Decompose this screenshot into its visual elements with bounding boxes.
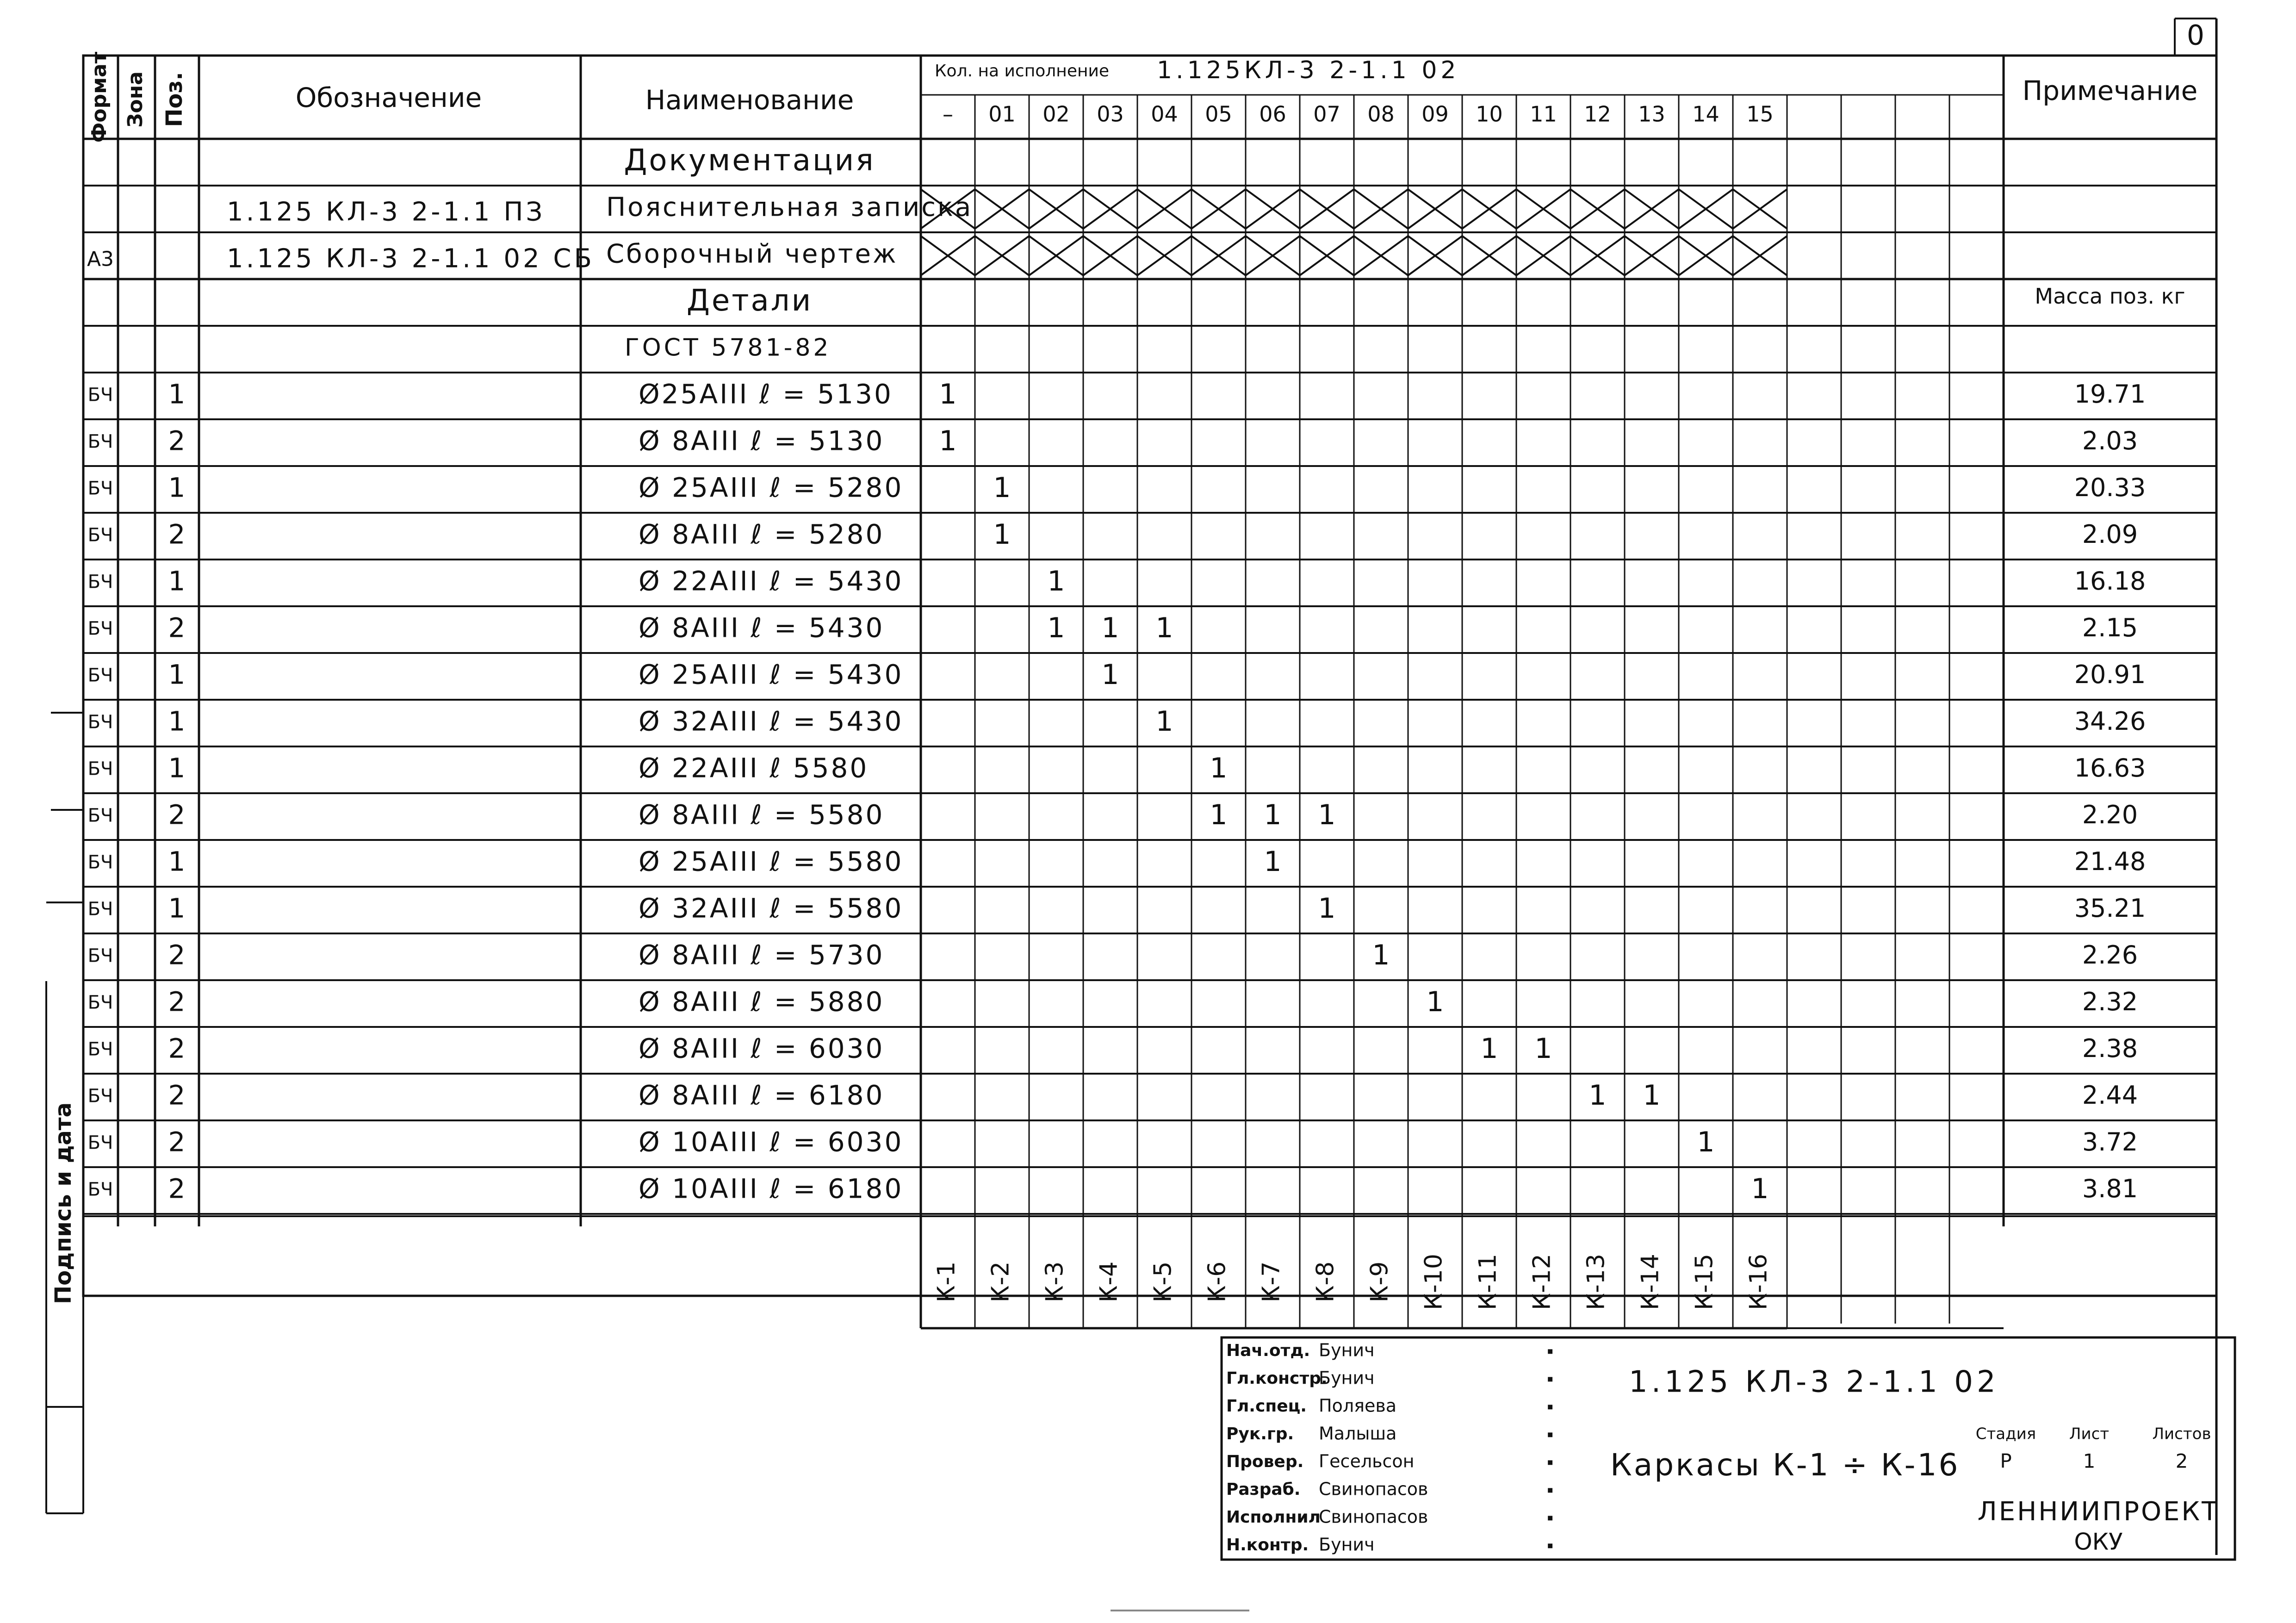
title-date-mark: ▪ <box>1547 1345 1553 1356</box>
item-format: БЧ <box>87 1179 113 1200</box>
item-name: Ø25АIII ℓ = 5130 <box>639 378 893 410</box>
doc-designation: 1.125 КЛ-3 2-1.1 02 СБ <box>227 243 595 274</box>
item-name: Ø 10АIII ℓ = 6030 <box>639 1126 904 1158</box>
item-qty: 1 <box>1318 892 1336 925</box>
item-mass: 3.72 <box>2082 1127 2138 1157</box>
item-pos: 2 <box>168 1126 186 1158</box>
item-name: Ø 8АIII ℓ = 5130 <box>639 425 885 457</box>
header-format: Формат <box>87 51 111 143</box>
item-format: БЧ <box>87 898 113 920</box>
item-mass: 2.09 <box>2082 520 2138 549</box>
item-mass: 2.32 <box>2082 987 2138 1017</box>
header-name: Наименование <box>645 84 854 116</box>
item-mass: 16.63 <box>2074 753 2146 783</box>
title-role: Исполнил <box>1226 1508 1321 1527</box>
item-name: Ø 25АIII ℓ = 5580 <box>639 846 904 877</box>
item-qty: 1 <box>1047 565 1065 598</box>
frame-label: К-15 <box>1690 1254 1719 1310</box>
doc-format: А3 <box>87 247 114 271</box>
item-mass: 16.18 <box>2074 566 2146 596</box>
title-date-mark: ▪ <box>1547 1428 1553 1440</box>
frame-label: К-9 <box>1365 1261 1394 1303</box>
variant-header: 08 <box>1367 101 1395 127</box>
sheet-value: 1 <box>2083 1449 2096 1473</box>
variant-header: 03 <box>1097 101 1124 127</box>
doc-name: Сборочный чертеж <box>606 239 898 269</box>
title-block <box>1222 1337 2235 1560</box>
item-qty: 1 <box>1101 659 1119 691</box>
table-texts <box>50 19 2204 1310</box>
item-qty: 1 <box>1264 846 1282 878</box>
title-role: Гл.констр. <box>1226 1369 1328 1388</box>
item-pos: 2 <box>168 425 186 457</box>
title-role: Н.контр. <box>1226 1536 1309 1555</box>
frame-label: К-6 <box>1203 1261 1231 1303</box>
item-pos: 1 <box>168 565 186 597</box>
item-mass: 19.71 <box>2074 379 2146 409</box>
header-zone: Зона <box>124 71 147 128</box>
title-date-mark: ▪ <box>1547 1373 1553 1384</box>
item-pos: 1 <box>168 378 186 410</box>
title-code: 1.125 КЛ-3 2-1.1 02 <box>1629 1365 1999 1399</box>
variant-header: 04 <box>1151 101 1178 127</box>
item-format: БЧ <box>87 805 113 827</box>
frame-label: К-11 <box>1474 1254 1502 1310</box>
item-qty: 1 <box>1210 799 1228 832</box>
variant-header: – <box>943 101 953 127</box>
frame-label: К-3 <box>1041 1261 1069 1303</box>
item-name: Ø 22АIII ℓ 5580 <box>639 752 869 784</box>
item-qty: 1 <box>1643 1079 1661 1112</box>
item-mass: 21.48 <box>2074 847 2146 877</box>
item-pos: 2 <box>168 612 186 644</box>
header-qty: Кол. на исполнение <box>935 62 1110 81</box>
variant-header: 14 <box>1692 101 1719 127</box>
item-name: Ø 8АIII ℓ = 5580 <box>639 799 885 831</box>
title-role: Гл.спец. <box>1226 1397 1307 1416</box>
frame-label: К-4 <box>1095 1261 1123 1303</box>
item-qty: 1 <box>1264 799 1282 832</box>
item-qty: 1 <box>1589 1079 1607 1112</box>
item-pos: 1 <box>168 659 186 690</box>
item-pos: 1 <box>168 752 186 784</box>
stage-value: Р <box>2000 1449 2012 1473</box>
item-qty: 1 <box>1751 1173 1769 1206</box>
item-qty: 1 <box>1155 705 1173 738</box>
item-format: БЧ <box>87 1085 113 1107</box>
frame-label: К-5 <box>1149 1261 1177 1303</box>
item-qty: 1 <box>939 425 957 458</box>
item-name: Ø 25АIII ℓ = 5280 <box>639 472 904 504</box>
title-date-mark: ▪ <box>1547 1539 1553 1551</box>
item-format: БЧ <box>87 384 113 406</box>
item-pos: 2 <box>168 986 186 1018</box>
variant-header: 05 <box>1205 101 1232 127</box>
title-name: Поляева <box>1319 1395 1397 1416</box>
variant-header: 07 <box>1313 101 1340 127</box>
title-role: Рук.гр. <box>1226 1424 1294 1443</box>
item-pos: 2 <box>168 1032 186 1064</box>
item-format: БЧ <box>87 1038 113 1060</box>
item-format: БЧ <box>87 852 113 873</box>
variant-header: 12 <box>1584 101 1611 127</box>
title-name: Бунич <box>1319 1340 1375 1361</box>
item-name: Ø 32АIII ℓ = 5580 <box>639 892 904 924</box>
sheets-value: 2 <box>2175 1449 2188 1473</box>
item-pos: 2 <box>168 939 186 971</box>
title-date-mark: ▪ <box>1547 1511 1553 1523</box>
variant-header: 06 <box>1259 101 1286 127</box>
item-name: Ø 8АIII ℓ = 6180 <box>639 1079 885 1111</box>
item-name: Ø 32АIII ℓ = 5430 <box>639 705 904 737</box>
variant-header: 15 <box>1746 101 1774 127</box>
item-name: Ø 8АIII ℓ = 6030 <box>639 1032 885 1064</box>
doc-designation: 1.125 КЛ-3 2-1.1 ПЗ <box>227 197 546 227</box>
item-pos: 1 <box>168 892 186 924</box>
item-format: БЧ <box>87 711 113 733</box>
item-pos: 2 <box>168 518 186 550</box>
item-qty: 1 <box>1534 1032 1552 1065</box>
item-format: БЧ <box>87 571 113 593</box>
item-qty: 1 <box>993 472 1011 504</box>
title-role: Провер. <box>1226 1452 1304 1471</box>
department: ОКУ <box>2074 1528 2123 1555</box>
item-qty: 1 <box>1372 939 1390 972</box>
item-pos: 2 <box>168 1079 186 1111</box>
frame-label: К-8 <box>1311 1261 1340 1303</box>
title-role: Нач.отд. <box>1226 1341 1310 1360</box>
item-mass: 2.26 <box>2082 940 2138 970</box>
item-mass: 3.81 <box>2082 1174 2138 1204</box>
item-format: БЧ <box>87 524 113 546</box>
title-name: Малыша <box>1319 1423 1397 1444</box>
item-qty: 1 <box>1318 799 1336 832</box>
sheets-label: Листов <box>2152 1424 2211 1443</box>
variant-header: 02 <box>1043 101 1070 127</box>
item-name: Ø 8АIII ℓ = 5730 <box>639 939 885 971</box>
frame-label: К-14 <box>1636 1254 1664 1310</box>
item-pos: 1 <box>168 705 186 737</box>
organization: ЛЕННИИПРОЕКТ <box>1977 1497 2220 1527</box>
item-qty: 1 <box>1480 1032 1498 1065</box>
title-date-mark: ▪ <box>1547 1456 1553 1468</box>
variant-header: 13 <box>1638 101 1665 127</box>
variant-header: 01 <box>988 101 1016 127</box>
item-qty: 1 <box>1155 612 1173 645</box>
item-qty: 1 <box>993 518 1011 551</box>
title-name: Бунич <box>1319 1368 1375 1388</box>
outer-border <box>83 56 2216 1296</box>
item-mass: 20.33 <box>2074 473 2146 503</box>
item-format: БЧ <box>87 618 113 640</box>
item-name: Ø 25АIII ℓ = 5430 <box>639 659 904 690</box>
header-pos: Поз. <box>161 72 187 127</box>
frame-label: К-13 <box>1582 1254 1610 1310</box>
title-date-mark: ▪ <box>1547 1400 1553 1412</box>
item-format: БЧ <box>87 478 113 499</box>
item-pos: 2 <box>168 799 186 831</box>
item-mass: 2.03 <box>2082 426 2138 456</box>
section-details: Детали <box>686 284 813 318</box>
variant-header: 11 <box>1530 101 1557 127</box>
title-name: Гесельсон <box>1319 1451 1415 1472</box>
item-qty: 1 <box>1047 612 1065 645</box>
item-mass: 35.21 <box>2074 894 2146 923</box>
frame-label: К-12 <box>1528 1254 1556 1310</box>
item-name: Ø 8АIII ℓ = 5430 <box>639 612 885 644</box>
item-name: Ø 8АIII ℓ = 5280 <box>639 518 885 550</box>
item-qty: 1 <box>1210 752 1228 785</box>
item-pos: 1 <box>168 846 186 877</box>
mass-header: Масса поз. кг <box>2035 284 2185 309</box>
item-mass: 2.44 <box>2082 1081 2138 1110</box>
title-date-mark: ▪ <box>1547 1484 1553 1495</box>
frame-label: К-1 <box>932 1261 961 1303</box>
side-stamp: Подпись и дата <box>50 1102 76 1304</box>
item-mass: 2.20 <box>2082 800 2138 830</box>
item-mass: 2.15 <box>2082 613 2138 643</box>
section-documentation: Документация <box>624 143 875 178</box>
item-mass: 20.91 <box>2074 660 2146 690</box>
header-designation: Обозначение <box>295 82 482 114</box>
item-format: БЧ <box>87 758 113 780</box>
variant-header: 09 <box>1421 101 1449 127</box>
title-name: Свинопасов <box>1319 1506 1428 1527</box>
item-qty: 1 <box>1101 612 1119 645</box>
item-name: Ø 8АIII ℓ = 5880 <box>639 986 885 1018</box>
frame-label: К-16 <box>1744 1254 1773 1310</box>
item-qty: 1 <box>1697 1126 1715 1159</box>
page-number: 0 <box>2186 19 2205 52</box>
item-qty: 1 <box>939 378 957 411</box>
item-pos: 1 <box>168 472 186 504</box>
title-name-main: Каркасы К-1 ÷ К-16 <box>1610 1447 1960 1483</box>
item-pos: 2 <box>168 1173 186 1205</box>
header-note: Примечание <box>2022 75 2198 107</box>
frame-label: К-10 <box>1420 1254 1448 1310</box>
details-standard: ГОСТ 5781-82 <box>625 334 832 362</box>
item-format: БЧ <box>87 431 113 453</box>
doc-name: Пояснительная записка <box>606 192 973 223</box>
sheet-label: Лист <box>2069 1424 2110 1443</box>
stage-label: Стадия <box>1975 1424 2036 1443</box>
item-name: Ø 10АIII ℓ = 6180 <box>639 1173 904 1205</box>
header-variant-code: 1.125КЛ-3 2-1.1 02 <box>1157 56 1460 84</box>
variant-header: 10 <box>1476 101 1503 127</box>
frame-label: К-7 <box>1257 1261 1285 1303</box>
item-mass: 2.38 <box>2082 1034 2138 1063</box>
frame-label: К-2 <box>987 1261 1015 1303</box>
item-format: БЧ <box>87 1132 113 1154</box>
title-name: Свинопасов <box>1319 1479 1428 1499</box>
item-format: БЧ <box>87 665 113 686</box>
item-format: БЧ <box>87 992 113 1014</box>
item-qty: 1 <box>1426 986 1444 1019</box>
item-mass: 34.26 <box>2074 707 2146 736</box>
item-name: Ø 22АIII ℓ = 5430 <box>639 565 904 597</box>
title-name: Бунич <box>1319 1534 1375 1555</box>
title-role: Разраб. <box>1226 1480 1301 1499</box>
item-format: БЧ <box>87 945 113 967</box>
